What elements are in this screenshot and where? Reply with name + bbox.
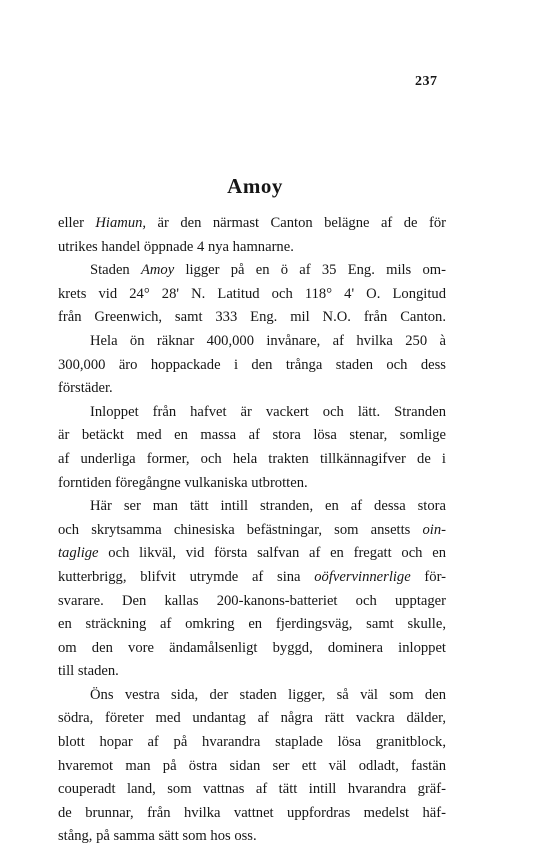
text-line: om den vore ändamålsenligt byggd, dominera inloppet bbox=[58, 639, 446, 656]
text-segment: och skrytsamma chinesiska befästningar, som ansetts bbox=[58, 521, 423, 538]
text-line: till staden. bbox=[58, 663, 119, 680]
text-line: en sträckning af omkring en fjerdingsväg, samt skulle, bbox=[58, 616, 446, 633]
text-segment: Staden bbox=[90, 262, 141, 279]
page-number: 237 bbox=[415, 74, 438, 89]
text-line bbox=[58, 519, 446, 543]
text-line: Öns vestra sida, der staden ligger, så väl som den bbox=[90, 686, 446, 703]
text-line: Inloppet från hafvet är vackert och lätt. Stranden bbox=[90, 403, 446, 420]
text-segment: är den närmast Canton belägne af de för bbox=[146, 215, 446, 231]
text-segment: ligger på en ö af 35 Eng. mils om- bbox=[174, 262, 446, 279]
text-line bbox=[58, 212, 446, 236]
text-line: 300,000 äro hoppackade i den trånga staden och dess bbox=[58, 356, 446, 373]
text-line: krets vid 24° 28' N. Latitud och 118° 4' O. Longitud bbox=[58, 285, 446, 302]
text-line: förstäder. bbox=[58, 380, 113, 397]
text-line: couperadt land, som vattnas af tätt intill hvarandra gräf- bbox=[58, 781, 446, 798]
text-segment: kutterbrigg, blifvit utrymde af sina bbox=[58, 568, 315, 585]
text-segment: eller bbox=[58, 215, 96, 231]
italic-text: oin- bbox=[422, 521, 446, 538]
text-line: Hela ön räknar 400,000 invånare, af hvilka 250 à bbox=[90, 332, 446, 349]
italic-text: taglige bbox=[58, 545, 99, 562]
body-text bbox=[58, 212, 446, 849]
italic-text: Hiamun, bbox=[95, 215, 147, 231]
text-line: de brunnar, från hvilka vattnet uppfordras medelst häf- bbox=[58, 804, 446, 821]
text-line: blott hopar af på hvarandra staplade lösa granitblock, bbox=[58, 734, 446, 751]
text-line: södra, företer med undantag af några rätt vackra dälder, bbox=[58, 710, 446, 727]
text-line: af underliga former, och hela trakten tillkännagifver de i bbox=[58, 450, 446, 467]
text-segment: och likväl, vid första salfvan af en fregatt och en bbox=[98, 545, 446, 562]
text-line: från Greenwich, samt 333 Eng. mil N.O. från Canton. bbox=[58, 309, 446, 326]
text-line: hvaremot man på östra sidan ser ett väl odladt, fastän bbox=[58, 757, 446, 774]
text-line: forntiden föregångne vulkaniska utbrotten. bbox=[58, 474, 308, 491]
text-line: svarare. Den kallas 200-kanons-batteriet och upptager bbox=[58, 592, 446, 609]
text-line: stång, på samma sätt som hos oss. bbox=[58, 828, 257, 845]
text-line: utrikes handel öppnade 4 nya hamnarne. bbox=[58, 238, 294, 255]
text-line bbox=[58, 259, 446, 283]
text-segment: för- bbox=[410, 568, 447, 585]
text-line: är betäckt med en massa af stora lösa stenar, somlige bbox=[58, 427, 446, 444]
italic-text: oöfvervinnerlige bbox=[314, 568, 411, 585]
page-title: Amoy bbox=[227, 174, 283, 198]
text-line: Här ser man tätt intill stranden, en af dessa stora bbox=[90, 498, 446, 515]
text-line bbox=[58, 542, 446, 566]
italic-text: Amoy bbox=[140, 262, 175, 279]
text-line bbox=[58, 566, 446, 590]
